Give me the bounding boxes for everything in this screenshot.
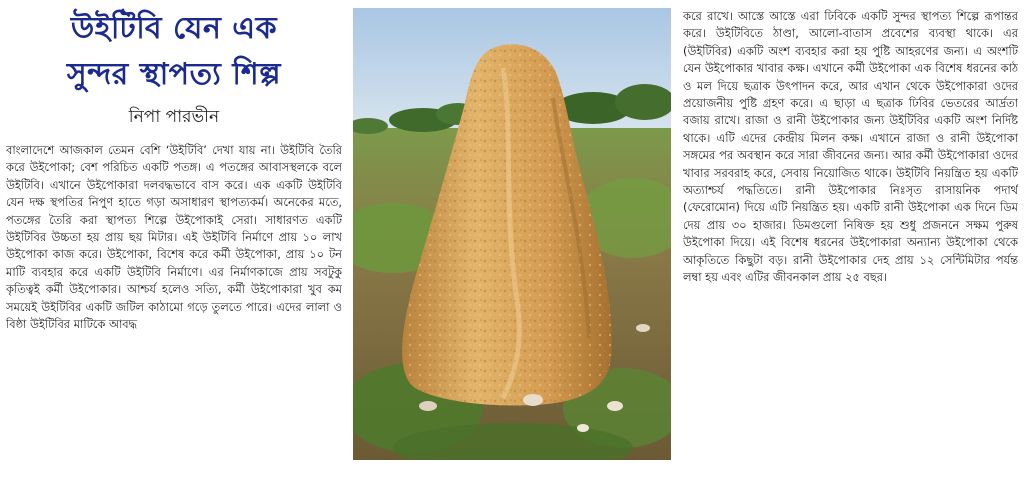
headline-line-1: উইটিবি যেন এক bbox=[70, 11, 278, 46]
author-byline: নিপা পারভীন bbox=[128, 107, 220, 127]
left-column bbox=[6, 6, 342, 472]
right-column bbox=[683, 8, 1018, 468]
article-body-right: করে রাখে। আস্তে আস্তে এরা ঢিবিকে একটি সুন্দর স্থাপত্য শিল্পে রূপান্তর করে। উইটিবিতে ঠাণ্ডা, আলো-বাতাস প্রবেশের ব্যবস্থা থাকে। এর (উইটিবির) একটি অংশ ব্যবহার করা হয় পুষ্টি আহরণের জন্য। এ অংশটি যেন উইপোকার খাবার কক্ষ। এখানে কর্মী উইপোকা এক বিশেষ ধরনের কাঠ ও মল দিয়ে ছত্রাক উৎপাদন করে, আর এখান থেকে উইপোকারা ওদের প্রয়োজনীয় পুষ্টি গ্রহণ করে। এ ছাড়া এ ছত্রাক ঢিবির ভেতরের আর্দ্রতা বজায় রাখে। রাজা ও রানী উইপোকার জন্য উইটিবির একটি অংশ নির্দিষ্ট থাকে। এটি এদের কেন্দ্রীয় মিলন কক্ষ। এখানে রাজা ও রানী উইপোকা সঙ্গমের পর অবস্থান করে সারা জীবনের জন্য। আর কর্মী উইপোকারা ওদের খাবার সরবরাহ করে, সেবায় নিয়োজিত থাকে। উইটিবি নিয়ন্ত্রিত হয় একটি অত্যাশ্চর্য পদ্ধতিতে। রানী উইপোকার নিঃসৃত রাসায়নিক পদার্থ (ফেরোমোন) দিয়ে এটি নিয়ন্ত্রিত হয়। একটি রানী উইপোকা এক দিনে ডিম দেয় প্রায় ৩০ হাজার। ডিমগুলো নিষিক্ত হয় শুধু প্রজননে সক্ষম পুরুষ উইপোকা দিয়ে। এই বিশেষ ধরনের উইপোকারা অন্যান্য উইপোকা থেকে আকৃতিতে কিছুটা বড়। রানী উইপোকার দেহ প্রায় ১২ সেন্টিমিটার পর্যন্ত লম্বা হয় এবং এটির জীবনকাল প্রায় ২৫ বছর। bbox=[683, 9, 1018, 285]
termite-mound-photo bbox=[353, 8, 671, 460]
headline-line-2: সুন্দর স্থাপত্য শিল্প bbox=[66, 57, 282, 92]
article-body-left: বাংলাদেশে আজকাল তেমন বেশি ‘উইটিবি’ দেখা যায় না। উইটিবি তৈরি করে উইপোকা; বেশ পরিচিত একটি পতঙ্গ। এ পতঙ্গের আবাসস্থলকে বলে উইটিবি। এখানে উইপোকারা দলবদ্ধভাবে বাস করে। এক একটি উইটিবি যেন দক্ষ স্থপতির নিপুণ হাতে গড়া অসাধারণ স্থাপত্যকর্ম। অনেকের মতে, পতঙ্গের তৈরি করা স্থাপত্য শিল্পে উইপোকাই সেরা। সাধারণত একটি উইটিবির উচ্চতা হয় প্রায় ছয় মিটার। এই উইটিবি নির্মাণে প্রায় ১০ লাখ উইপোকা কাজ করে। উইপোকা, বিশেষ করে কর্মী উইপোকা, প্রায় ১০ টন মাটি ব্যবহার করে একটি উইটিবি নির্মাণে। এর নির্মাণকাজে প্রায় সবটুকু কৃতিত্বই কর্মী উইপোকার। আশ্চর্য হলেও সত্যি, কর্মী উইপোকারা খুব কম সময়েই উইটিবির একটি জটিল কাঠামো গড়ে তুলতে পারে। এদের লালা ও বিষ্ঠা উইটিবির মাটিকে আবদ্ধ bbox=[6, 143, 342, 332]
headline bbox=[6, 6, 342, 98]
